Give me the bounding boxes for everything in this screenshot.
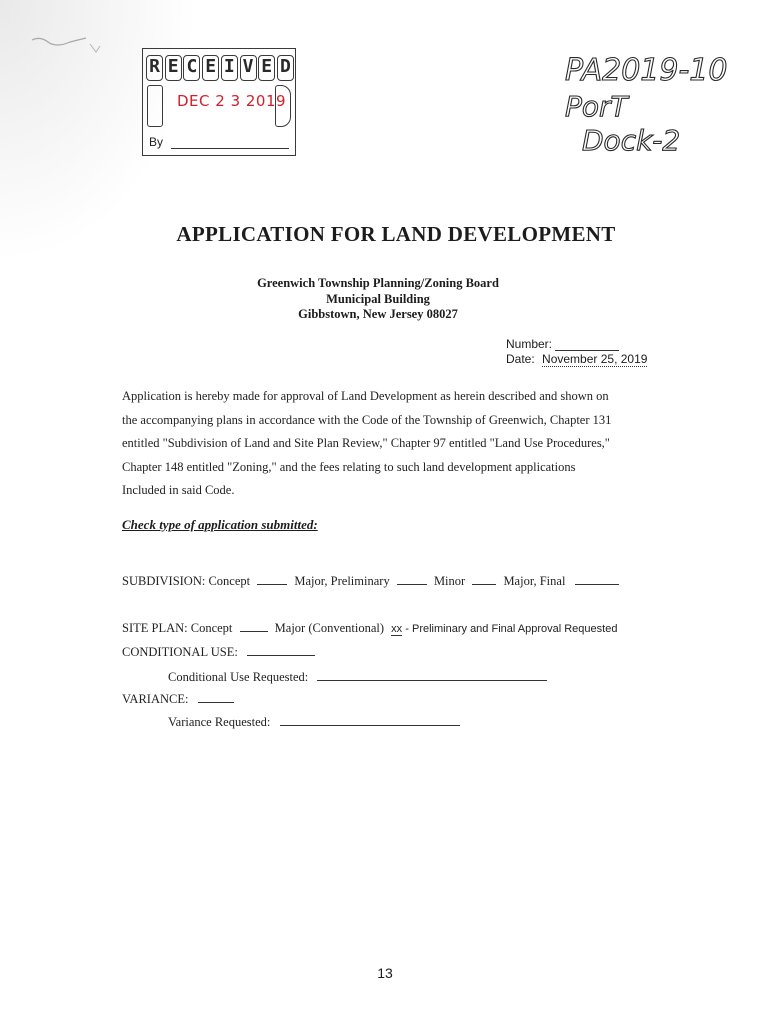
site-plan-row (122, 621, 617, 636)
stamp-by-line (171, 148, 289, 149)
subdivision-major-final-blank[interactable] (575, 574, 619, 585)
subdivision-major-prelim-blank[interactable] (397, 574, 427, 585)
subdivision-minor-blank[interactable] (472, 574, 496, 585)
stamp-date: DEC 2 3 2019 (177, 92, 287, 110)
variance-row (122, 692, 234, 707)
conditional-use-label: CONDITIONAL USE: (122, 645, 238, 659)
conditional-use-requested-row (168, 670, 547, 685)
stamp-letter: E (202, 55, 219, 81)
page-number: 13 (377, 965, 393, 981)
page-title: APPLICATION FOR LAND DEVELOPMENT (176, 222, 616, 246)
stamp-frame-left (147, 85, 163, 127)
stamp-word (146, 55, 294, 83)
variance-requested-blank[interactable] (280, 715, 460, 726)
conditional-use-row (122, 645, 315, 660)
site-plan-note: - Preliminary and Final Approval Requested (405, 623, 618, 635)
board-name: Greenwich Township Planning/Zoning Board (257, 276, 499, 290)
date-field (506, 352, 647, 366)
stamp-letter: V (240, 55, 257, 81)
stamp-by-label: By (149, 135, 164, 149)
scan-smudge (30, 30, 110, 60)
received-stamp (142, 48, 296, 156)
stamp-letter-d: D (277, 55, 294, 81)
paragraph-line: Chapter 148 entitled "Zoning," and the fees relating to such land development applications (122, 459, 576, 474)
site-plan-label: SITE PLAN: Concept (122, 621, 233, 635)
variance-label: VARIANCE: (122, 692, 189, 706)
stamp-letter: E (165, 55, 182, 81)
conditional-use-requested-blank[interactable] (317, 670, 547, 681)
date-value: November 25, 2019 (542, 352, 648, 366)
paragraph-line: Included in said Code. (122, 483, 235, 497)
subdivision-major-prelim-label: Major, Preliminary (294, 574, 390, 588)
number-value (555, 350, 619, 351)
handwritten-annotation (560, 48, 740, 158)
application-paragraph (122, 385, 622, 503)
subdivision-minor-label: Minor (433, 574, 466, 588)
stamp-letter: E (258, 55, 275, 81)
handwritten-line-2: PorT (565, 90, 628, 123)
site-plan-concept-blank[interactable] (240, 621, 268, 632)
board-building: Municipal Building (326, 292, 430, 306)
subdivision-major-final-label: Major, Final (503, 574, 566, 588)
subdivision-concept-blank[interactable] (257, 574, 287, 585)
subdivision-row (122, 574, 619, 589)
site-plan-major-label: Major (Conventional) (274, 621, 385, 635)
paragraph-line: Application is hereby made for approval of Land Development as herein described and shown on (122, 389, 609, 403)
check-type-heading: Check type of application submitted: (122, 517, 318, 532)
number-field (506, 337, 619, 351)
stamp-letter: I (221, 55, 238, 81)
site-plan-mark: xx (391, 623, 403, 635)
date-label: Date: (506, 352, 535, 366)
variance-requested-label: Variance Requested: (168, 715, 271, 729)
variance-requested-row (168, 715, 460, 730)
subdivision-label: SUBDIVISION: Concept (122, 574, 251, 588)
board-address: Gibbstown, New Jersey 08027 (298, 307, 458, 321)
conditional-use-requested-label: Conditional Use Requested: (168, 670, 309, 684)
paragraph-line: the accompanying plans in accordance with the Code of the Township of Greenwich, Chapter 131 (122, 412, 612, 427)
paragraph-line: entitled "Subdivision of Land and Site Plan Review," Chapter 97 entitled "Land Use Procedures," (122, 436, 610, 450)
conditional-use-blank[interactable] (247, 645, 315, 656)
variance-blank[interactable] (198, 692, 234, 703)
number-label: Number: (506, 337, 553, 351)
stamp-letter: C (183, 55, 200, 81)
stamp-letter-r: R (146, 55, 163, 81)
handwritten-line-1: PA2019-10 (565, 53, 728, 88)
handwritten-line-3: Dock-2 (582, 124, 681, 157)
